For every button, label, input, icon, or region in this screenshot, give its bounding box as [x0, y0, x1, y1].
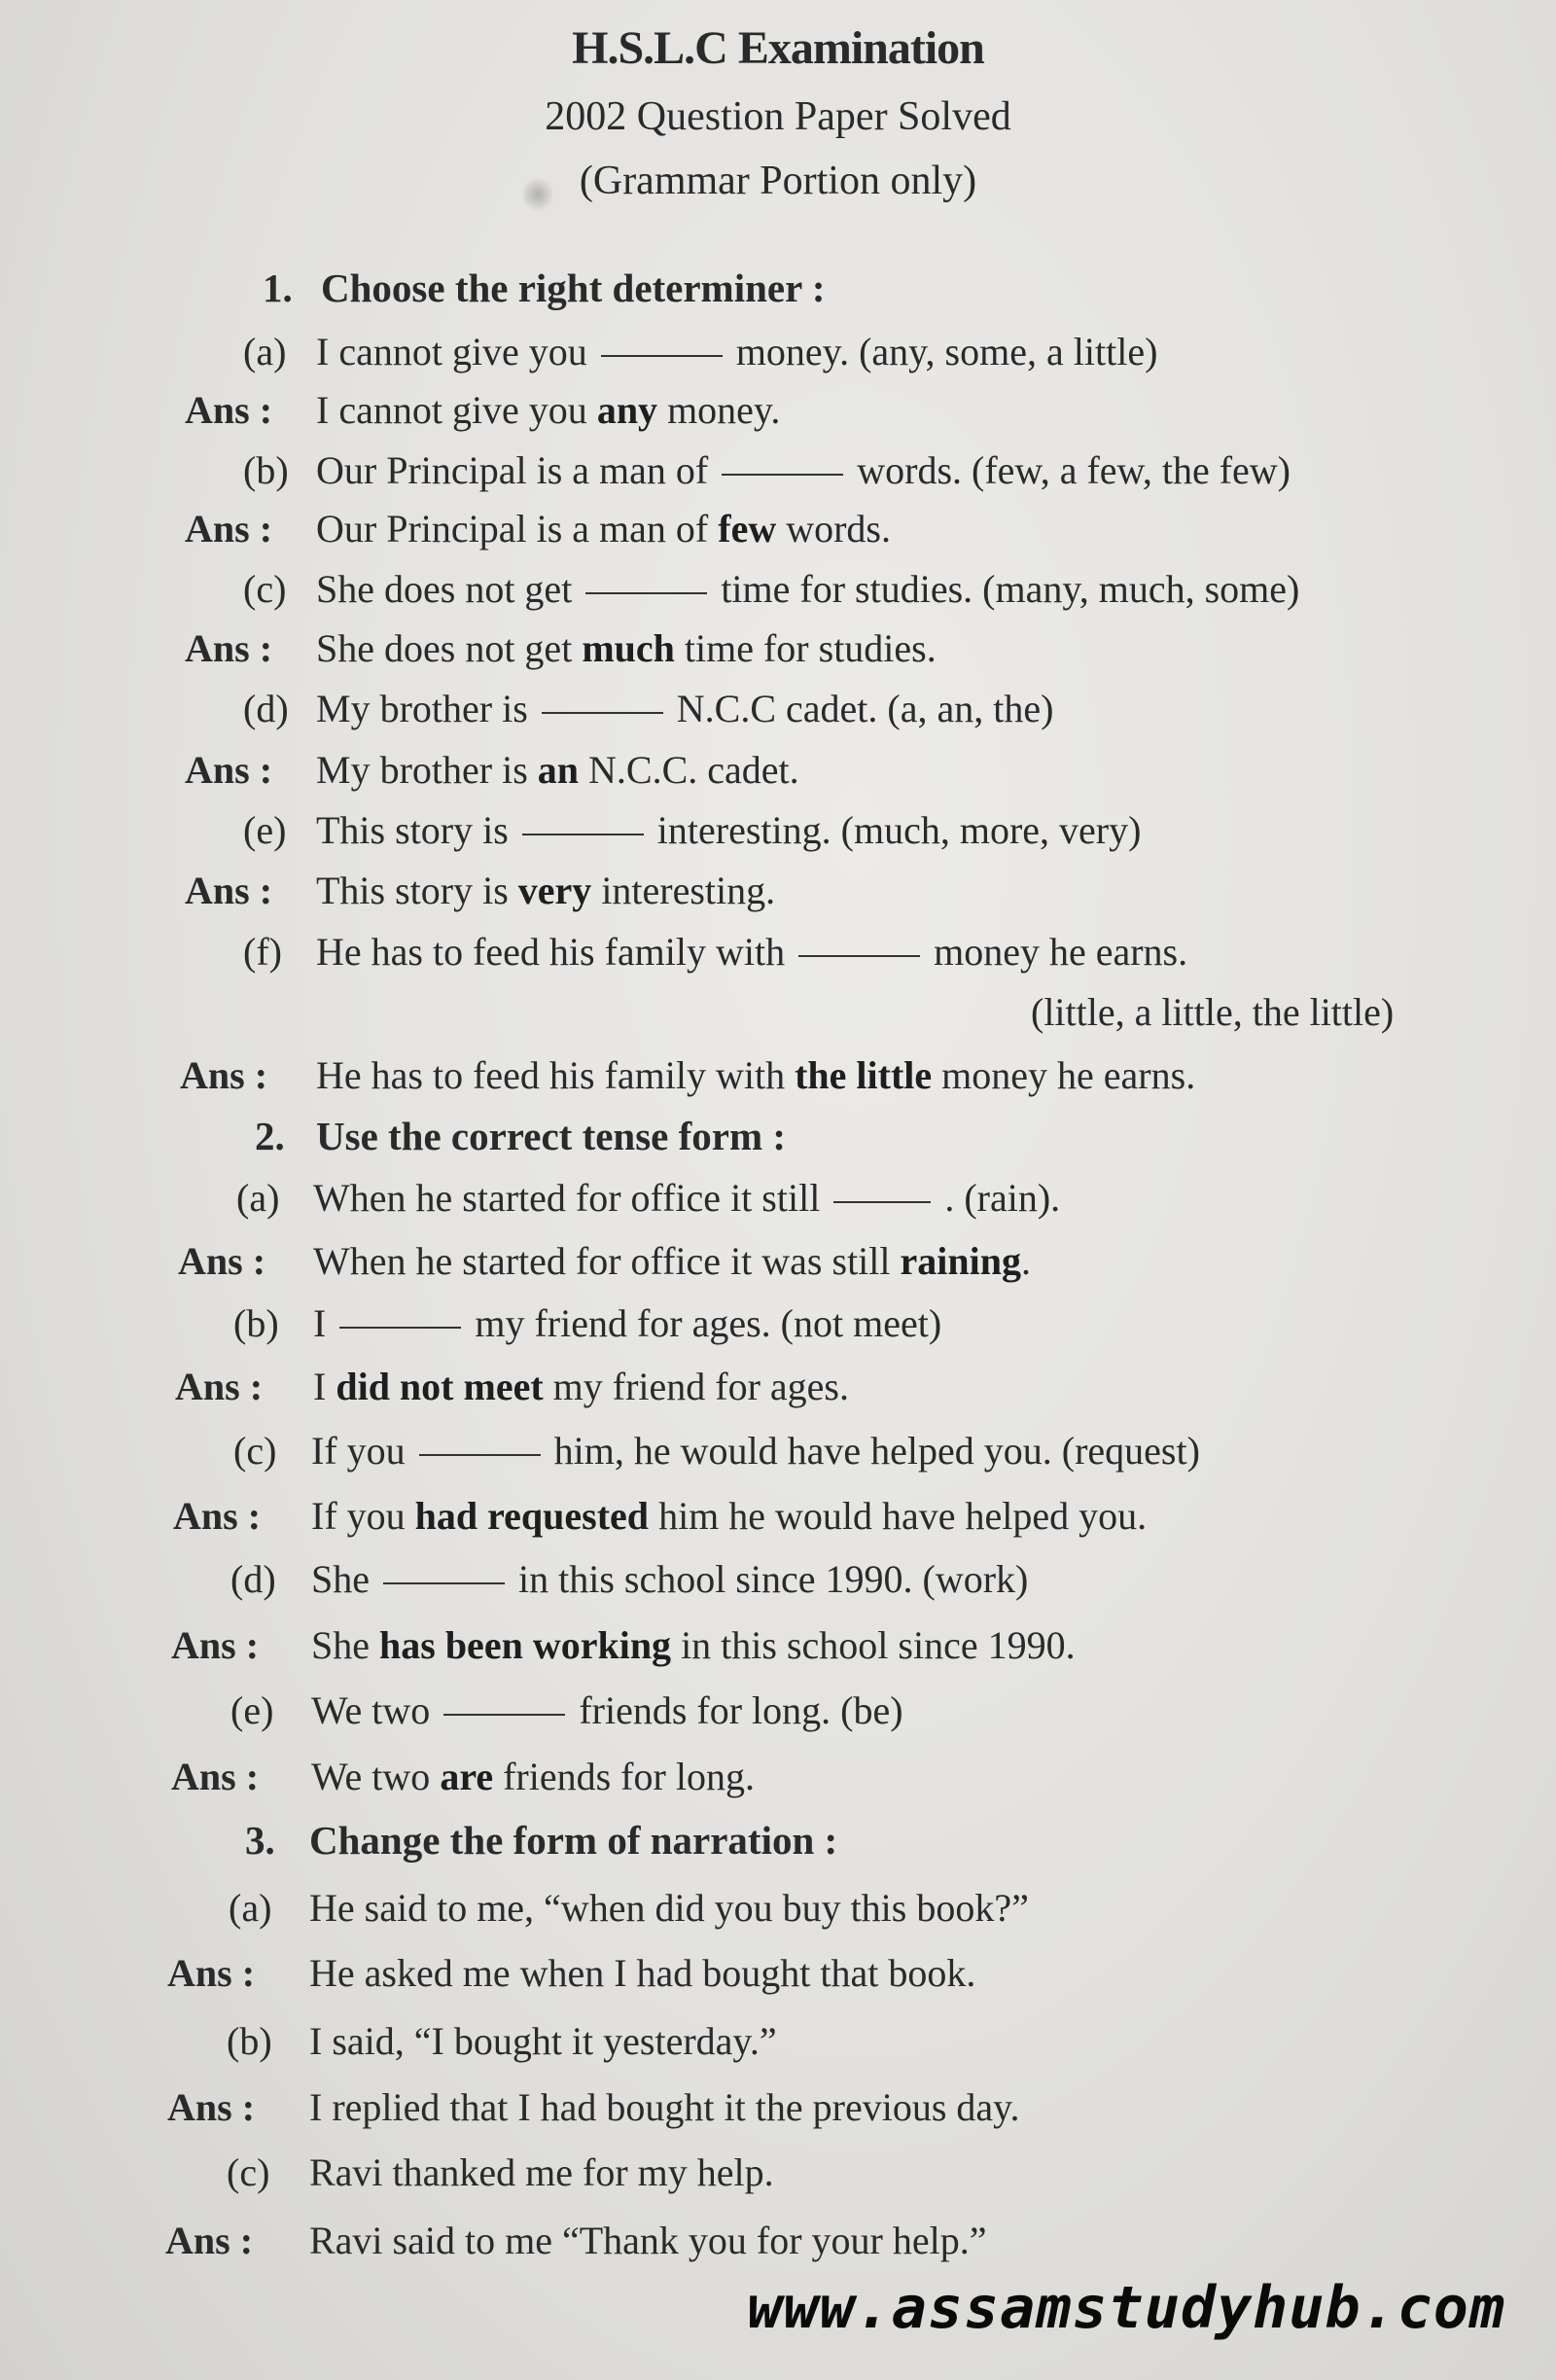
q1f-question: He has to feed his family with money he earns. — [316, 930, 1188, 974]
q2d-answer: She has been working in this school since 1990. — [311, 1623, 1076, 1667]
watermark-url: www.assamstudyhub.com — [747, 2274, 1505, 2342]
q1e-question: This story is interesting. (much, more, very) — [316, 808, 1142, 852]
blank-line — [722, 474, 843, 476]
q1d-answer: My brother is an N.C.C. cadet. — [316, 748, 799, 792]
q2a-ans-label: Ans : — [178, 1239, 266, 1283]
q2c-ans-label: Ans : — [173, 1494, 262, 1538]
blank-line — [339, 1327, 461, 1329]
q3c-label: (c) — [227, 2150, 270, 2194]
q1c-label: (c) — [243, 567, 287, 611]
section-3-title: Change the form of narration : — [309, 1818, 838, 1863]
q1f-label: (f) — [243, 930, 282, 974]
q1a-answer: I cannot give you any money. — [316, 388, 781, 432]
q2a-question: When he started for office it still . (rain). — [313, 1176, 1061, 1220]
blank-line — [542, 712, 663, 714]
q2d-label: (d) — [230, 1557, 276, 1601]
q2d-question: She in this school since 1990. (work) — [311, 1557, 1029, 1601]
q1a-label: (a) — [243, 330, 287, 373]
q2b-question: I my friend for ages. (not meet) — [313, 1301, 942, 1345]
q1c-answer: She does not get much time for studies. — [316, 626, 937, 670]
q1b-ans-label: Ans : — [185, 507, 273, 551]
q3a-question: He said to me, “when did you buy this book?” — [309, 1886, 1029, 1930]
q1e-ans-label: Ans : — [185, 869, 273, 912]
q1a-ans-label: Ans : — [185, 388, 273, 432]
q3b-question: I said, “I bought it yesterday.” — [309, 2019, 777, 2063]
q3b-answer: I replied that I had bought it the previous day. — [309, 2085, 1020, 2129]
q3c-ans-label: Ans : — [165, 2219, 254, 2262]
q2a-answer: When he started for office it was still raining. — [313, 1239, 1031, 1283]
q2a-label: (a) — [236, 1176, 280, 1220]
q1c-ans-label: Ans : — [185, 626, 273, 670]
q3c-question: Ravi thanked me for my help. — [309, 2150, 774, 2194]
section-1-title: Choose the right determiner : — [321, 266, 826, 310]
q2e-ans-label: Ans : — [171, 1755, 260, 1798]
q3b-label: (b) — [227, 2019, 272, 2063]
q3a-answer: He asked me when I had bought that book. — [309, 1951, 976, 1995]
document-subtitle: 2002 Question Paper Solved — [545, 94, 1011, 139]
q2d-ans-label: Ans : — [171, 1623, 260, 1667]
q3b-ans-label: Ans : — [167, 2085, 256, 2129]
q1e-answer: This story is very interesting. — [316, 869, 776, 912]
document-scope: (Grammar Portion only) — [579, 159, 977, 203]
document-title: H.S.L.C Examination — [572, 22, 984, 74]
section-2-number: 2. — [255, 1114, 285, 1158]
section-1-number: 1. — [263, 266, 293, 310]
q1a-question: I cannot give you money. (any, some, a little) — [316, 330, 1158, 373]
q1e-label: (e) — [243, 808, 287, 852]
section-2-title: Use the correct tense form : — [316, 1114, 787, 1158]
q1b-answer: Our Principal is a man of few words. — [316, 507, 891, 551]
q2b-ans-label: Ans : — [175, 1365, 264, 1408]
q2e-label: (e) — [230, 1688, 274, 1732]
q3a-ans-label: Ans : — [167, 1951, 256, 1995]
q2e-answer: We two are friends for long. — [311, 1755, 755, 1798]
q2c-answer: If you had requested him he would have helped you. — [311, 1494, 1148, 1538]
q2e-question: We two friends for long. (be) — [311, 1688, 903, 1732]
q2b-answer: I did not meet my friend for ages. — [313, 1365, 849, 1408]
section-3-number: 3. — [245, 1818, 275, 1863]
q1b-question: Our Principal is a man of words. (few, a few, the few) — [316, 448, 1291, 492]
blank-line — [601, 355, 723, 357]
q1f-answer: He has to feed his family with the little money he earns. — [316, 1053, 1196, 1097]
q2c-label: (c) — [233, 1429, 277, 1473]
q1d-ans-label: Ans : — [185, 748, 273, 792]
q1c-question: She does not get time for studies. (many, much, some) — [316, 567, 1300, 611]
blank-line — [443, 1714, 565, 1716]
q1f-ans-label: Ans : — [180, 1053, 268, 1097]
blank-line — [798, 955, 920, 957]
blank-line — [585, 592, 707, 594]
blank-line — [522, 834, 644, 835]
q1d-label: (d) — [243, 687, 289, 730]
blank-line — [419, 1454, 541, 1456]
q1b-label: (b) — [243, 448, 289, 492]
q2b-label: (b) — [233, 1301, 279, 1345]
q1f-options: (little, a little, the little) — [1031, 990, 1395, 1034]
q2c-question: If you him, he would have helped you. (request) — [311, 1429, 1200, 1473]
blank-line — [833, 1201, 931, 1203]
q3c-answer: Ravi said to me “Thank you for your help.” — [309, 2219, 987, 2262]
q1d-question: My brother is N.C.C cadet. (a, an, the) — [316, 687, 1054, 730]
q3a-label: (a) — [229, 1886, 272, 1930]
blank-line — [383, 1582, 505, 1584]
